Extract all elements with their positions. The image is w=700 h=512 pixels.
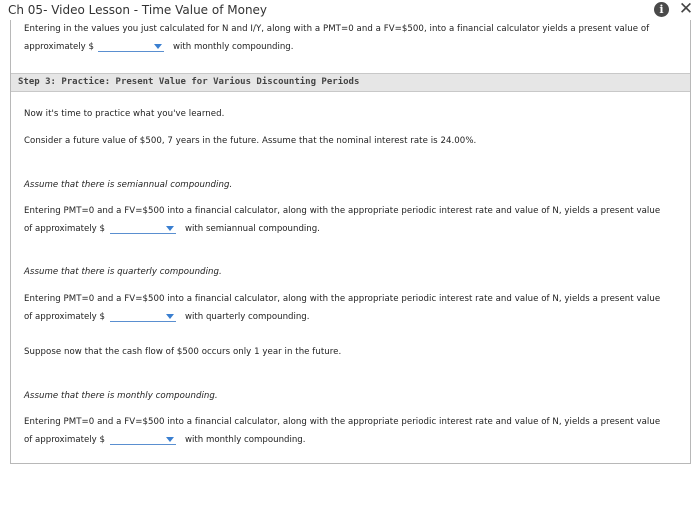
- intro-prefix: approximately $: [24, 42, 94, 52]
- close-icon[interactable]: ✕: [678, 0, 694, 19]
- title-bar: [0, 0, 700, 20]
- monthly-suffix: with monthly compounding.: [185, 435, 306, 445]
- semiannual-assumption: Assume that there is semiannual compounding.: [24, 180, 233, 190]
- quarterly-assumption: Assume that there is quarterly compounding.: [24, 267, 222, 277]
- monthly-assumption: Assume that there is monthly compounding.: [24, 391, 218, 401]
- info-icon[interactable]: i: [654, 2, 669, 17]
- chevron-down-icon: [154, 44, 162, 49]
- monthly-answer-dropdown[interactable]: [110, 434, 176, 445]
- quarterly-answer-dropdown[interactable]: [110, 311, 176, 322]
- content-panel: [10, 20, 691, 464]
- practice-text: Now it's time to practice what you've learned.: [24, 109, 225, 119]
- chevron-down-icon: [166, 437, 174, 442]
- consider-text: Consider a future value of $500, 7 years in the future. Assume that the nominal interest rate is 24.00%.: [24, 136, 477, 146]
- semiannual-prefix: of approximately $: [24, 224, 105, 234]
- semiannual-question: Entering PMT=0 and a FV=$500 into a financial calculator, along with the appropriate periodic interest rate and value of N, yields a present value: [24, 206, 661, 216]
- intro-suffix: with monthly compounding.: [173, 42, 294, 52]
- intro-text: Entering in the values you just calculated for N and I/Y, along with a PMT=0 and a FV=$500, into a financial calculator yields a present value of: [24, 24, 650, 34]
- chevron-down-icon: [166, 314, 174, 319]
- step-title: Step 3: Practice: Present Value for Various Discounting Periods: [18, 77, 360, 87]
- semiannual-suffix: with semiannual compounding.: [185, 224, 320, 234]
- intro-answer-dropdown[interactable]: [98, 41, 164, 52]
- quarterly-suffix: with quarterly compounding.: [185, 312, 310, 322]
- semiannual-answer-dropdown[interactable]: [110, 223, 176, 234]
- step-header: [11, 73, 690, 92]
- quarterly-question: Entering PMT=0 and a FV=$500 into a financial calculator, along with the appropriate periodic interest rate and value of N, yields a present value: [24, 294, 661, 304]
- suppose-text: Suppose now that the cash flow of $500 occurs only 1 year in the future.: [24, 347, 342, 357]
- quarterly-prefix: of approximately $: [24, 312, 105, 322]
- monthly-prefix: of approximately $: [24, 435, 105, 445]
- window-title: Ch 05- Video Lesson - Time Value of Money: [8, 3, 268, 17]
- chevron-down-icon: [166, 226, 174, 231]
- monthly-question: Entering PMT=0 and a FV=$500 into a financial calculator, along with the appropriate periodic interest rate and value of N, yields a present value: [24, 417, 661, 427]
